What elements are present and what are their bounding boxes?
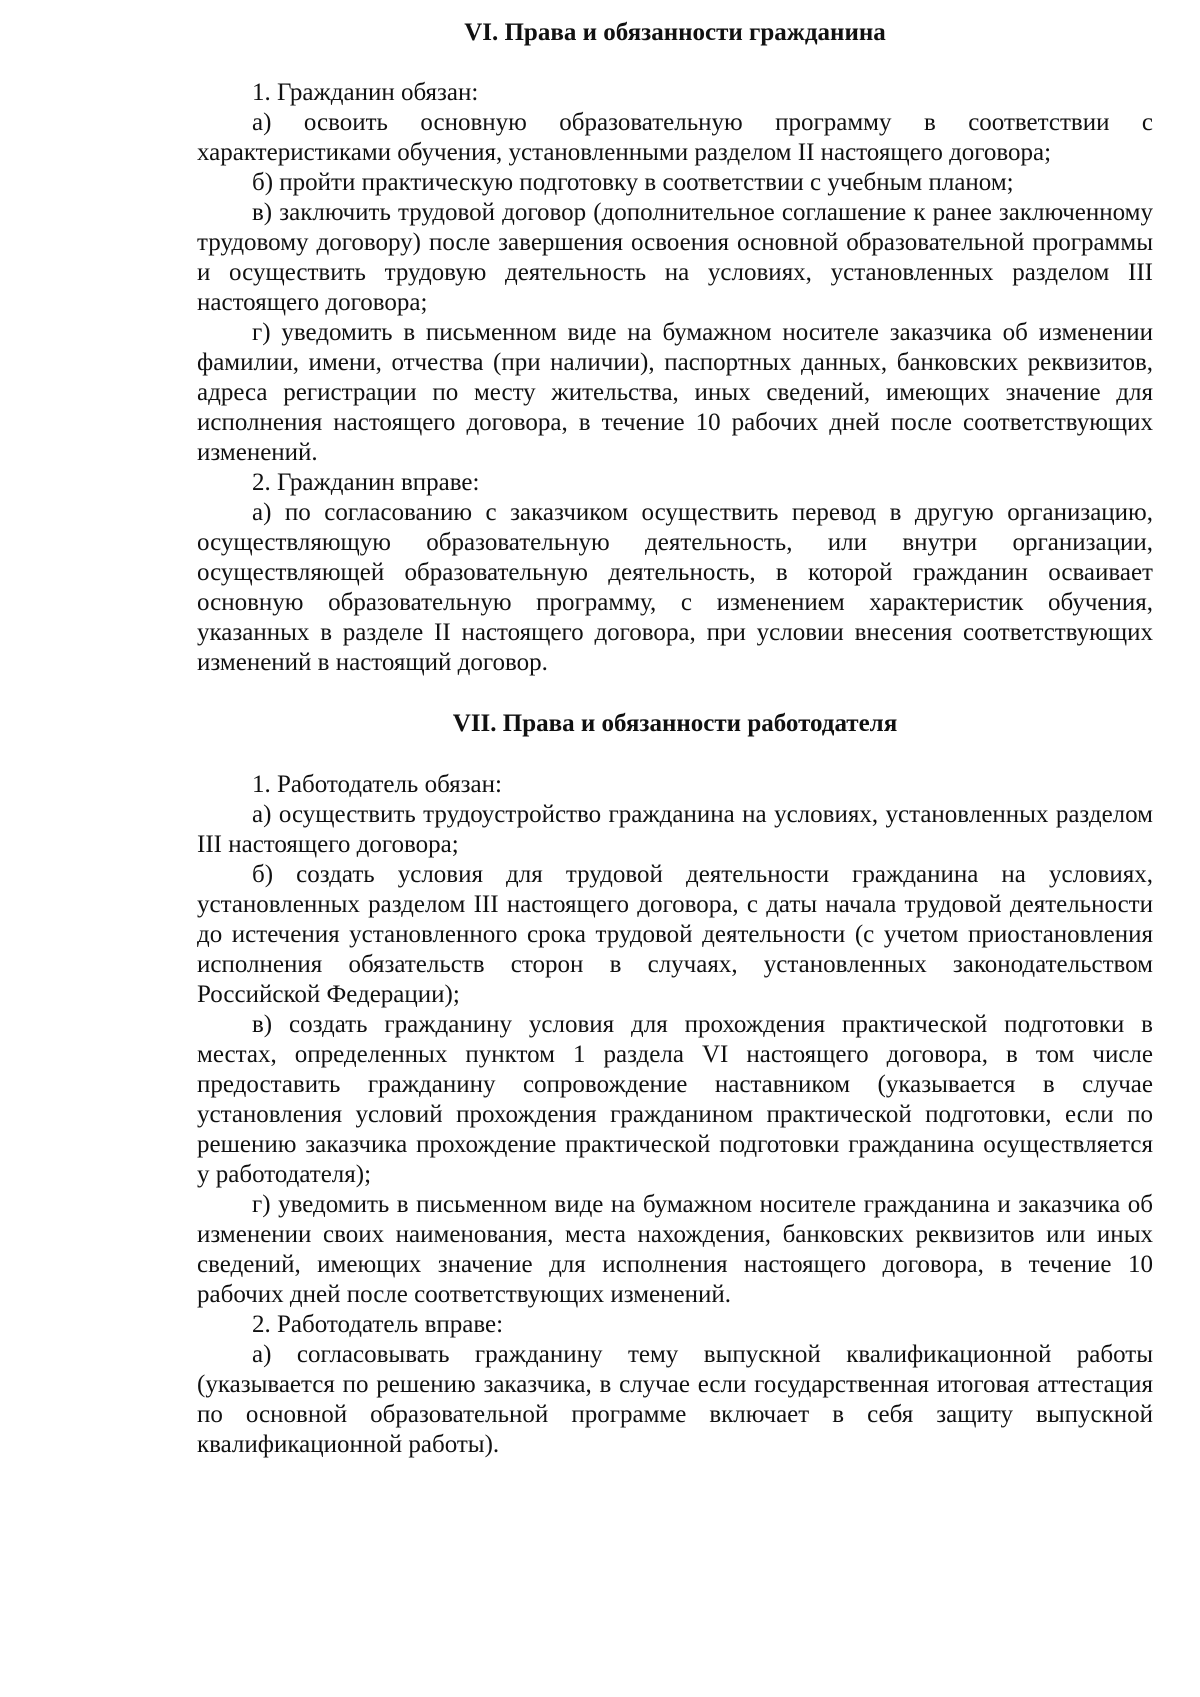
section-7-obligation-a: а) осуществить трудоустройство гражданина на условиях, установленных разделом III настоящего договора; (197, 801, 1153, 858)
section-7-right-a: а) согласовывать гражданину тему выпускной квалификационной работы (указывается по решению заказчика, в случае если государственная итоговая аттестация по основной образовательной программе включает в себя защиту выпускной квалификационной работы). (197, 1341, 1153, 1458)
section-6-obligation-d: г) уведомить в письменном виде на бумажном носителе заказчика об изменении фамилии, имени, отчества (при наличии), паспортных данных, банковских реквизитов, адреса регистрации по месту жительства, иных сведений, имеющих значение для исполнения настоящего договора, в течение 10 рабочих дней после соответствующих изменений. (197, 319, 1153, 466)
section-7-obligation-d: г) уведомить в письменном виде на бумажном носителе гражданина и заказчика об изменении своих наименования, места нахождения, банковских реквизитов или иных сведений, имеющих значение для исполнения настоящего договора, в течение 10 рабочих дней после соответствующих изменений. (197, 1191, 1153, 1308)
section-7-obligation-c: в) создать гражданину условия для прохождения практической подготовки в местах, определенных пунктом 1 раздела VI настоящего договора, в том числе предоставить гражданину сопровождение наставником (указывается в случае установления условий прохождения гражданином практической подготовки, если по решению заказчика прохождение практической подготовки гражданина осуществляется у работодателя); (197, 1011, 1153, 1188)
section-7-title: VII. Права и обязанности работодателя (452, 710, 898, 737)
section-7-obligation-b: б) создать условия для трудовой деятельности гражданина на условиях, установленных разделом III настоящего договора, с даты начала трудовой деятельности до истечения установленного срока трудовой деятельности (с учетом приостановления исполнения обязательств сторон в случаях, установленных законодательством Российской Федерации); (197, 861, 1153, 1008)
section-6-rights-intro: 2. Гражданин вправе: (252, 469, 480, 496)
section-7-rights-intro: 2. Работодатель вправе: (252, 1311, 504, 1338)
section-6-obligation-b: б) пройти практическую подготовку в соответствии с учебным планом; (252, 169, 1014, 196)
section-6-obligation-c: в) заключить трудовой договор (дополнительное соглашение к ранее заключенному трудовому договору) после завершения освоения основной образовательной программы и осуществить трудовую деятельность на условиях, установленных разделом III настоящего договора; (197, 199, 1153, 316)
section-6-title: VI. Права и обязанности гражданина (464, 19, 886, 46)
section-6-obligation-a: а) освоить основную образовательную программу в соответствии с характеристиками обучения, установленными разделом II настоящего договора; (197, 109, 1153, 166)
section-7-obligations-intro: 1. Работодатель обязан: (252, 771, 502, 798)
section-6-obligations-intro: 1. Гражданин обязан: (252, 79, 479, 106)
document-body (197, 18, 1153, 1460)
section-6-right-a: а) по согласованию с заказчиком осуществить перевод в другую организацию, осуществляющую образовательную деятельность, или внутри организации, осуществляющей образовательную деятельность, в которой гражданин осваивает основную образовательную программу, с изменением характеристик обучения, указанных в разделе II настоящего договора, при условии внесения соответствующих изменений в настоящий договор. (197, 499, 1153, 676)
